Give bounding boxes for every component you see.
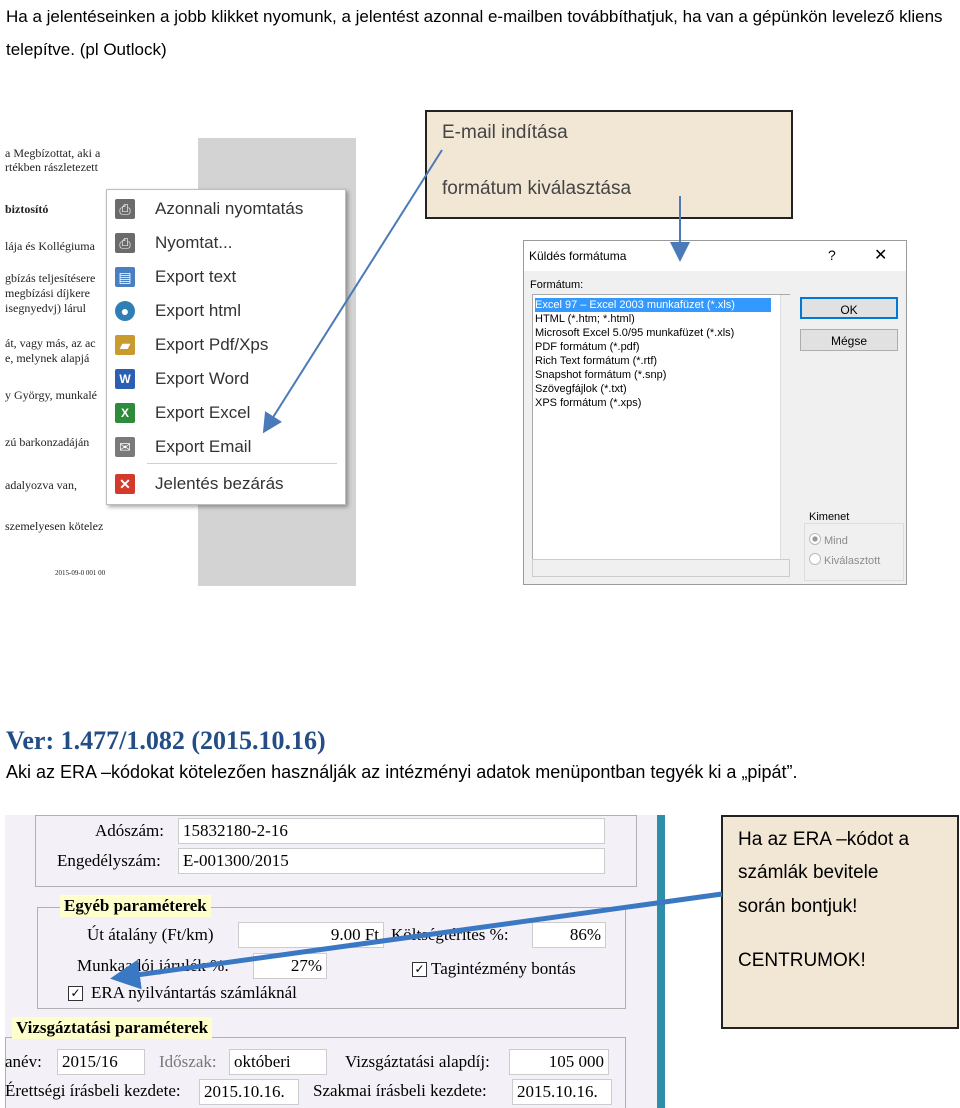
vizsga-header: Vizsgáztatási paraméterek bbox=[12, 1017, 212, 1039]
ut-field[interactable]: 9.00 Ft bbox=[238, 922, 384, 948]
callout-line: Ha az ERA –kódot a bbox=[738, 829, 910, 850]
report-line: át, vagy más, az ac bbox=[5, 336, 96, 350]
report-line: gbízás teljesítésere bbox=[5, 271, 96, 285]
callout-line: számlák bevitele bbox=[738, 862, 879, 883]
ok-button[interactable]: OK bbox=[800, 297, 898, 319]
format-option[interactable]: Microsoft Excel 5.0/95 munkafüzet (*.xls) bbox=[535, 327, 735, 339]
help-icon[interactable]: ? bbox=[828, 247, 836, 263]
output-group-label: Kimenet bbox=[809, 511, 850, 523]
egyeb-header: Egyéb paraméterek bbox=[60, 895, 211, 917]
koltseg-field[interactable]: 86% bbox=[532, 922, 606, 948]
report-line: e, melynek alapjá bbox=[5, 351, 90, 365]
close-icon: ✕ bbox=[115, 474, 135, 494]
munkaadoi-field[interactable]: 27% bbox=[253, 953, 327, 979]
szakmai-label: Szakmai írásbeli kezdete: bbox=[313, 1081, 487, 1100]
format-option[interactable]: XPS formátum (*.xps) bbox=[535, 397, 642, 409]
format-option[interactable]: Rich Text formátum (*.rtf) bbox=[535, 355, 658, 367]
report-line: zú barkonzadáján bbox=[5, 435, 90, 449]
ut-label: Út átalány (Ft/km) bbox=[87, 925, 214, 944]
printer-icon: ⎙ bbox=[115, 199, 135, 219]
report-line: rtékben rászletezett bbox=[5, 160, 98, 174]
era-checkbox[interactable]: ✓ bbox=[68, 986, 83, 1001]
excel-icon: X bbox=[115, 403, 135, 423]
dialog-title: Küldés formátuma bbox=[529, 249, 627, 263]
email-icon: ✉ bbox=[115, 437, 135, 457]
adoszam-field[interactable]: 15832180-2-16 bbox=[178, 818, 605, 844]
callout-line: E-mail indítása bbox=[442, 122, 568, 143]
engedely-field[interactable]: E-001300/2015 bbox=[178, 848, 605, 874]
alapdij-label: Vizsgáztatási alapdíj: bbox=[345, 1052, 490, 1071]
callout-line: formátum kiválasztása bbox=[442, 178, 632, 199]
globe-icon: ● bbox=[115, 301, 135, 321]
report-line: megbízási díjkere bbox=[5, 286, 90, 300]
report-line: szemelyesen kötelez bbox=[5, 519, 104, 533]
version-heading: Ver: 1.477/1.082 (2015.10.16) bbox=[6, 726, 326, 755]
report-line: a Megbízottat, aki a bbox=[5, 146, 101, 160]
callout-line: során bontjuk! bbox=[738, 896, 858, 917]
pdf-icon: ▰ bbox=[115, 335, 135, 355]
text-export-icon: ▤ bbox=[115, 267, 135, 287]
close-icon[interactable]: ✕ bbox=[874, 247, 888, 264]
menu-item-label: Export Word bbox=[155, 369, 250, 388]
description-text: Aki az ERA –kódokat kötelezően használják az intézményi adatok menüpontban tegyék ki a „pipát”. bbox=[6, 762, 798, 782]
radio-label: Kiválasztott bbox=[824, 555, 881, 567]
szakmai-field[interactable]: 2015.10.16. bbox=[512, 1079, 612, 1105]
format-option[interactable]: Szövegfájlok (*.txt) bbox=[535, 383, 627, 395]
format-option[interactable]: Snapshot formátum (*.snp) bbox=[535, 369, 667, 381]
tanev-label: anév: bbox=[5, 1052, 42, 1071]
menu-item-label: Export Email bbox=[155, 437, 252, 456]
menu-item-label: Jelentés bezárás bbox=[155, 474, 284, 493]
adoszam-label: Adószám: bbox=[95, 821, 164, 840]
radio-label: Mind bbox=[824, 535, 848, 547]
idoszak-label: Időszak: bbox=[159, 1052, 217, 1071]
engedely-label: Engedélyszám: bbox=[57, 851, 161, 870]
intro-text: Ha a jelentéseinken a jobb klikket nyomunk, a jelentést azonnal e-mailben továbbíthatjuk, ha van a gépünkön levelező kliens telepítve. (pl Outlock) bbox=[6, 7, 943, 59]
arrow-to-export-email bbox=[265, 150, 442, 430]
report-line: lája és Kollégiuma bbox=[5, 239, 95, 253]
menu-item-label: Nyomtat... bbox=[155, 233, 233, 252]
word-icon: W bbox=[115, 369, 135, 389]
era-label: ERA nyilvántartás számláknál bbox=[91, 983, 297, 1002]
menu-item-label: Export Excel bbox=[155, 403, 251, 422]
erettsegi-field[interactable]: 2015.10.16. bbox=[199, 1079, 299, 1105]
tagintezmeny-checkbox[interactable]: ✓ bbox=[412, 962, 427, 977]
tanev-field[interactable]: 2015/16 bbox=[57, 1049, 145, 1075]
printer-icon: ⎙ bbox=[115, 233, 135, 253]
menu-item-label: Azonnali nyomtatás bbox=[155, 199, 304, 218]
tagintezmeny-label: Tagintézmény bontás bbox=[431, 959, 576, 978]
arrow-to-era-checkbox bbox=[115, 894, 722, 978]
report-line: adalyozva van, bbox=[5, 478, 77, 492]
menu-item-label: Export html bbox=[155, 301, 241, 320]
cancel-button[interactable]: Mégse bbox=[800, 329, 898, 351]
alapdij-field[interactable]: 105 000 bbox=[509, 1049, 609, 1075]
menu-item-label: Export Pdf/Xps bbox=[155, 335, 269, 354]
report-line: 2015-09-0 001 00 bbox=[55, 569, 106, 577]
format-option[interactable]: PDF formátum (*.pdf) bbox=[535, 341, 640, 353]
format-option[interactable]: HTML (*.htm; *.html) bbox=[535, 313, 635, 325]
idoszak-field[interactable]: októberi bbox=[229, 1049, 327, 1075]
menu-item-label: Export text bbox=[155, 267, 237, 286]
munkaadoi-label: Munkaadói járulék %: bbox=[77, 956, 230, 975]
koltseg-label: Költségtérítés %: bbox=[391, 925, 509, 944]
report-line: biztosító bbox=[5, 202, 49, 216]
report-line: isegnyedvj) lárul bbox=[5, 301, 86, 315]
format-option[interactable]: Excel 97 – Excel 2003 munkafüzet (*.xls) bbox=[535, 298, 771, 312]
report-line: y György, munkalé bbox=[5, 388, 97, 402]
callout-line: CENTRUMOK! bbox=[738, 950, 866, 971]
format-label: Formátum: bbox=[530, 279, 584, 291]
erettsegi-label: Érettségi írásbeli kezdete: bbox=[5, 1081, 181, 1100]
